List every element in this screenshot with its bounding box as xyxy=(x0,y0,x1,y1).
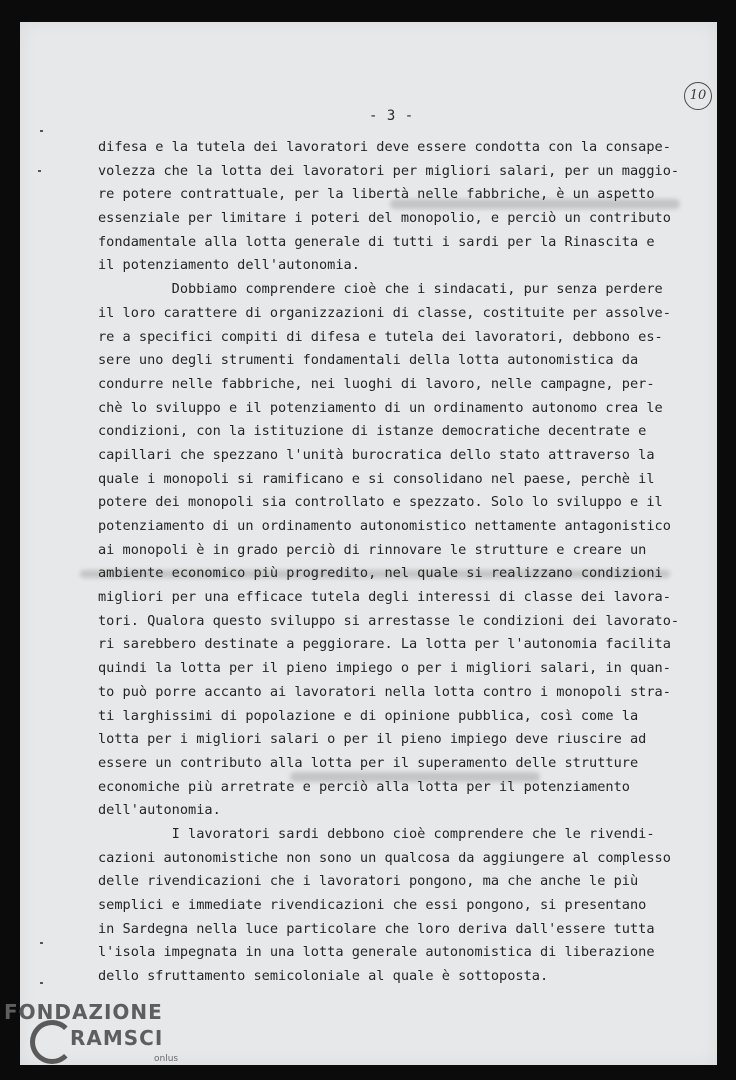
text-line: migliori per una efficace tutela degli interessi di classe dei lavora- xyxy=(98,589,671,606)
text-line: l'isola impegnata in una lotta generale autonomistica di liberazione xyxy=(98,944,655,961)
text-line: il loro carattere di organizzazioni di classe, costituite per assolve- xyxy=(98,304,671,321)
text-line: in Sardegna nella luce particolare che loro deriva dall'essere tutta xyxy=(98,920,655,937)
text-line: volezza che la lotta dei lavoratori per migliori salari, per un maggio- xyxy=(98,162,680,179)
text-line: condizioni, con la istituzione di istanze democratiche decentrate e xyxy=(98,423,647,440)
text-line: to può porre accanto ai lavoratori nella lotta contro i monopoli stra- xyxy=(98,683,671,700)
text-line: ti larghissimi di popolazione e di opinione pubblica, così come la xyxy=(98,707,639,724)
text-line: ri sarebbero destinate a peggiorare. La lotta per l'autonomia facilita xyxy=(98,636,671,653)
text-line: essere un contributo alla lotta per il superamento delle strutture xyxy=(98,754,639,771)
text-line: re potere contrattuale, per la libertà nelle fabbriche, è un aspetto xyxy=(98,186,655,203)
margin-mark xyxy=(40,942,43,944)
watermark-line2: RAMSCI xyxy=(70,1026,164,1050)
text-line: semplici e immediate rivendicazioni che essi pongono, si presentano xyxy=(98,897,647,913)
typed-body-text xyxy=(98,136,698,989)
text-line: economiche più arretrate e perciò alla lotta per il potenziamento xyxy=(98,778,630,795)
watermark-suffix: onlus xyxy=(154,1054,179,1064)
text-line: quindi la lotta per il pieno impiego o per i migliori salari, in quan- xyxy=(98,660,671,677)
text-line: cazioni autonomistiche non sono un qualcosa da aggiungere al complesso xyxy=(98,849,671,866)
text-line: il potenziamento dell'autonomia. xyxy=(98,257,360,274)
text-line: essenziale per limitare i poteri del monopolio, e perciò un contributo xyxy=(98,210,671,227)
text-line: Dobbiamo comprendere cioè che i sindacati, pur senza perdere xyxy=(98,281,663,298)
text-line: potenziamento di un ordinamento autonomistico nettamente antagonistico xyxy=(98,518,671,534)
text-line: chè lo sviluppo e il potenziamento di un ordinamento autonomo crea le xyxy=(98,399,663,416)
text-line: capillari che spezzano l'unità burocratica dello stato attraverso la xyxy=(98,446,655,463)
text-line: delle rivendicazioni che i lavoratori pongono, ma che anche le più xyxy=(98,873,639,890)
margin-mark xyxy=(38,170,41,172)
text-line: condurre nelle fabbriche, nei luoghi di lavoro, nelle campagne, per- xyxy=(98,375,655,392)
page-number: - 3 - xyxy=(369,108,414,124)
text-line: dell'autonomia. xyxy=(98,802,221,819)
text-line: tori. Qualora questo sviluppo si arrestasse le condizioni dei lavorato- xyxy=(98,612,680,629)
text-line: dello sfruttamento semicoloniale al quale è sottoposta. xyxy=(98,968,549,985)
text-line: quale i monopoli si ramificano e si consolidano nel paese, perchè il xyxy=(98,470,655,487)
document-page xyxy=(20,22,717,1065)
text-line: ambiente economico più progredito, nel quale si realizzano condizioni xyxy=(98,565,663,582)
text-line: I lavoratori sardi debbono cioè comprendere che le rivendi- xyxy=(98,825,655,842)
fondazione-gramsci-watermark xyxy=(4,998,204,1078)
text-line: ai monopoli è in grado perciò di rinnovare le strutture e creare un xyxy=(98,541,647,558)
text-line: sere uno degli strumenti fondamentali della lotta autonomistica da xyxy=(98,352,639,369)
text-line: fondamentale alla lotta generale di tutti i sardi per la Rinascita e xyxy=(98,233,655,250)
text-line: re a specifici compiti di difesa e tutela dei lavoratori, debbono es- xyxy=(98,328,663,345)
text-line: difesa e la tutela dei lavoratori deve essere condotta con la consape- xyxy=(98,139,671,155)
margin-mark xyxy=(40,130,43,132)
watermark-g-icon xyxy=(30,1020,74,1064)
handwritten-page-annotation: 10 xyxy=(684,82,712,110)
margin-mark xyxy=(40,982,43,984)
text-line: potere dei monopoli sia controllato e spezzato. Solo lo sviluppo e il xyxy=(98,494,663,511)
watermark-line1: FONDAZIONE xyxy=(4,1000,163,1024)
text-line: lotta per i migliori salari o per il pieno impiego deve riuscire ad xyxy=(98,731,647,748)
